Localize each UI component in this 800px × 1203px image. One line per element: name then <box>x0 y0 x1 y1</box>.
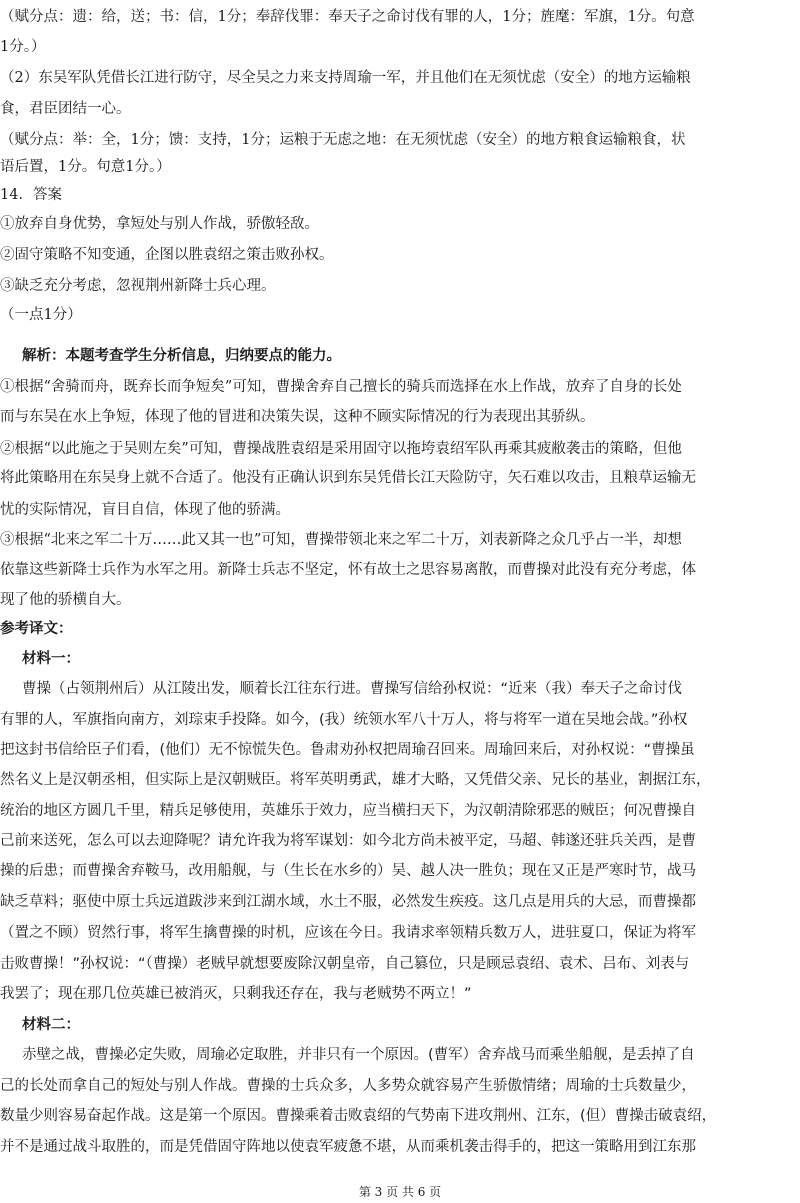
text-line: 赤壁之战，曹操必定失败，周瑜必定取胜，并非只有一个原因。(曹军）舍弃战马而乘坐船舰，是丢掉了自 <box>22 1047 695 1063</box>
text-line: 而与东吴在水上争短，体现了他的冒进和决策失误，这种不顾实际情况的行为表现出其骄纵。 <box>0 409 595 425</box>
text-line: 把这封书信给臣子们看，(他们）无不惊慌失色。鲁肃劝孙权把周瑜召回来。周瑜回来后，对孙权说：“曹操虽 <box>0 742 695 758</box>
text-line: 曹操（占领荆州后）从江陵出发，顺着长江往东行进。曹操写信给孙权说：“近来（我）奉天子之命讨伐 <box>22 681 683 697</box>
text-line: 有罪的人，军旗指向南方，刘琮束手投降。如今，(我）统领水军八十万人，将与将军一道在吴地会战。”孙权 <box>0 712 688 728</box>
text-line: 己的长处而拿自己的短处与别人作战。曹操的士兵众多，人多势众就容易产生骄傲情绪；周瑜的士兵数量少， <box>0 1078 696 1094</box>
text-line: ①根据“舍骑而舟，既弃长而争短矣”可知，曹操舍弃自己擅长的骑兵而选择在水上作战，放弃了自身的长处 <box>0 379 682 395</box>
text-line: 依靠这些新降士兵作为水军之用。新降士兵志不坚定，怀有故土之思容易离散，而曹操对此没有充分考虑，体 <box>0 562 696 578</box>
material-two-heading: 材料二： <box>22 1017 80 1033</box>
text-line: 缺乏草料；驱使中原士兵远道跋涉来到江湖水域，水土不服，必然发生疾疫。这几点是用兵的大忌，而曹操都 <box>0 894 696 910</box>
text-line: 统治的地区方圆几千里，精兵足够使用，英雄乐于效力，应当横扫天下，为汉朝清除邪恶的贼臣；何况曹操自 <box>0 803 696 819</box>
text-line: ②根据“以此施之于吴则左矣”可知，曹操战胜袁绍是采用固守以拖垮袁绍军队再乘其疲敝袭击的策略，但他 <box>0 441 682 457</box>
text-line: 数量少则容易奋起作战。这是第一个原因。曹操乘着击败袁绍的气势南下进攻荆州、江东，(但）曹操击破袁绍， <box>0 1108 717 1124</box>
text-line: （赋分点：遗：给，送；书：信，1分；奉辞伐罪：奉天子之命讨伐有罪的人，1分；旌麾：军旗，1分。句意 <box>0 9 695 25</box>
page-number-footer: 第 3 页 共 6 页 <box>358 1185 442 1199</box>
text-line: （置之不顾）贸然行事，将军生擒曹操的时机，应该在今日。我请求率领精兵数万人，进驻夏口，保证为将军 <box>0 925 696 941</box>
text-line: 然名义上是汉朝丞相，但实际上是汉朝贼臣。将军英明勇武，雄才大略，又凭借父亲、兄长的基业，割据江东， <box>0 772 711 788</box>
text-line: （2）东吴军队凭借长江进行防守，尽全吴之力来支持周瑜一军，并且他们在无须忧虑（安全）的地方运输粮 <box>0 70 691 86</box>
text-line: 击败曹操！”孙权说：“（曹操）老贼早就想要废除汉朝皇帝，自己篡位，只是顾忌袁绍、袁术、吕布、刘表与 <box>0 956 690 972</box>
text-line: 并不是通过战斗取胜的，而是凭借固守阵地以使袁军疲惫不堪，从而乘机袭击得手的，把这一策略用到江东那 <box>0 1139 696 1155</box>
text-line: ③缺乏充分考虑，忽视荆州新降士兵心理。 <box>0 278 276 294</box>
text-line: 己前来送死，怎么可以去迎降呢？请允许我为将军谋划：如今北方尚未被平定，马超、韩遂还驻兵关西，是曹 <box>0 833 696 849</box>
text-line: ③根据“北来之军二十万……此又其一也”可知，曹操带领北来之军二十万，刘表新降之众几乎占一半，却想 <box>0 532 682 548</box>
translation-heading: 参考译文： <box>0 620 73 637</box>
text-line: 14．答案 <box>0 187 62 203</box>
text-line: ①放弃自身优势，拿短处与别人作战，骄傲轻敌。 <box>0 216 319 232</box>
text-line: 1分。） <box>0 39 46 55</box>
text-line: 语后置，1分。句意1分。） <box>0 159 171 175</box>
text-line: （赋分点：举：全，1分；馈：支持，1分；运粮于无虑之地：在无须忧虑（安全）的地方粮食运输粮食，状 <box>0 132 686 148</box>
text-line: （一点1分） <box>0 307 82 323</box>
text-line: 现了他的骄横自大。 <box>0 592 131 608</box>
text-line: 我罢了；现在那几位英雄已被消灭，只剩我还存在，我与老贼势不两立！” <box>0 986 472 1002</box>
text-line: 忧的实际情况，盲目自信，体现了他的骄满。 <box>0 502 290 518</box>
text-line: 操的后患；而曹操舍弃鞍马，改用船舰，与（生长在水乡的）吴、越人决一胜负；现在又正是严寒时节，战马 <box>0 863 696 879</box>
text-line: ②固守策略不知变通，企图以胜袁绍之策击败孙权。 <box>0 247 334 263</box>
material-one-heading: 材料一： <box>22 651 80 667</box>
text-line: 将此策略用在东吴身上就不合适了。他没有正确认识到东吴凭借长江天险防守，矢石难以攻击，且粮草运输无 <box>0 470 696 486</box>
analysis-heading: 解析：本题考查学生分析信息，归纳要点的能力。 <box>22 347 341 364</box>
text-line: 食，君臣团结一心。 <box>0 101 131 117</box>
